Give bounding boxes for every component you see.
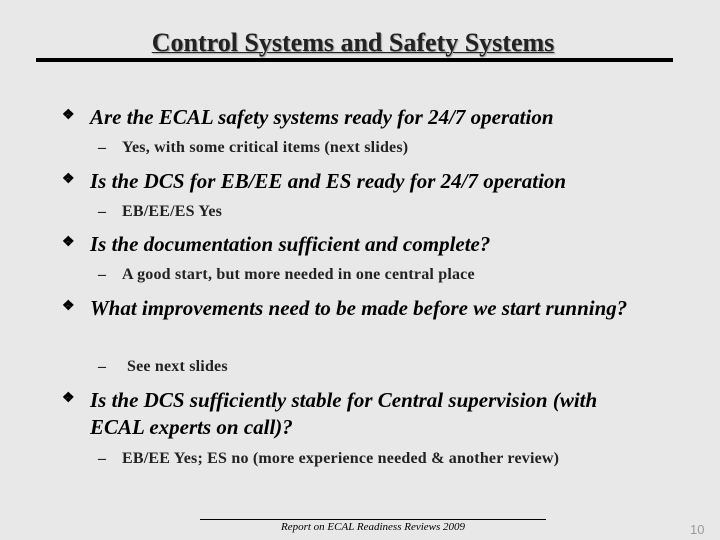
sub-answer <box>98 266 475 284</box>
diamond-bullet-icon: ❖ <box>62 108 75 123</box>
question-text: What improvements need to be made before we start running? <box>90 296 628 320</box>
title-underline <box>36 58 673 62</box>
sub-answer <box>98 358 228 376</box>
diamond-bullet-icon: ❖ <box>62 391 75 406</box>
question-text: Are the ECAL safety systems ready for 24/7 operation <box>90 105 554 129</box>
answer-text: Yes, with some critical items (next slides) <box>122 139 409 156</box>
diamond-bullet-icon: ❖ <box>62 172 75 187</box>
dash-marker: – <box>98 266 107 283</box>
question-text: Is the documentation sufficient and complete? <box>90 232 491 256</box>
slide-title: Control Systems and Safety Systems <box>151 28 555 57</box>
answer-text: A good start, but more needed in one central place <box>122 266 475 283</box>
diamond-bullet-icon: ❖ <box>62 235 75 250</box>
dash-marker: – <box>98 203 107 220</box>
answer-text: EB/EE Yes; ES no (more experience needed & another review) <box>122 450 560 467</box>
slide-footer: Report on ECAL Readiness Reviews 2009 <box>200 519 546 533</box>
dash-marker: – <box>98 450 107 467</box>
sub-answer <box>98 203 222 221</box>
sub-answer <box>98 450 559 468</box>
page-number: 10 <box>690 522 705 537</box>
question-text: Is the DCS sufficiently stable for Central supervision (with ECAL experts on call)? <box>90 388 598 439</box>
dash-marker: – <box>98 358 107 375</box>
sub-answer <box>98 139 408 157</box>
answer-text: EB/EE/ES Yes <box>122 203 223 220</box>
question-text: Is the DCS for EB/EE and ES ready for 24/7 operation <box>90 169 567 193</box>
diamond-bullet-icon: ❖ <box>62 299 75 314</box>
answer-text: See next slides <box>127 358 228 375</box>
dash-marker: – <box>98 139 107 156</box>
